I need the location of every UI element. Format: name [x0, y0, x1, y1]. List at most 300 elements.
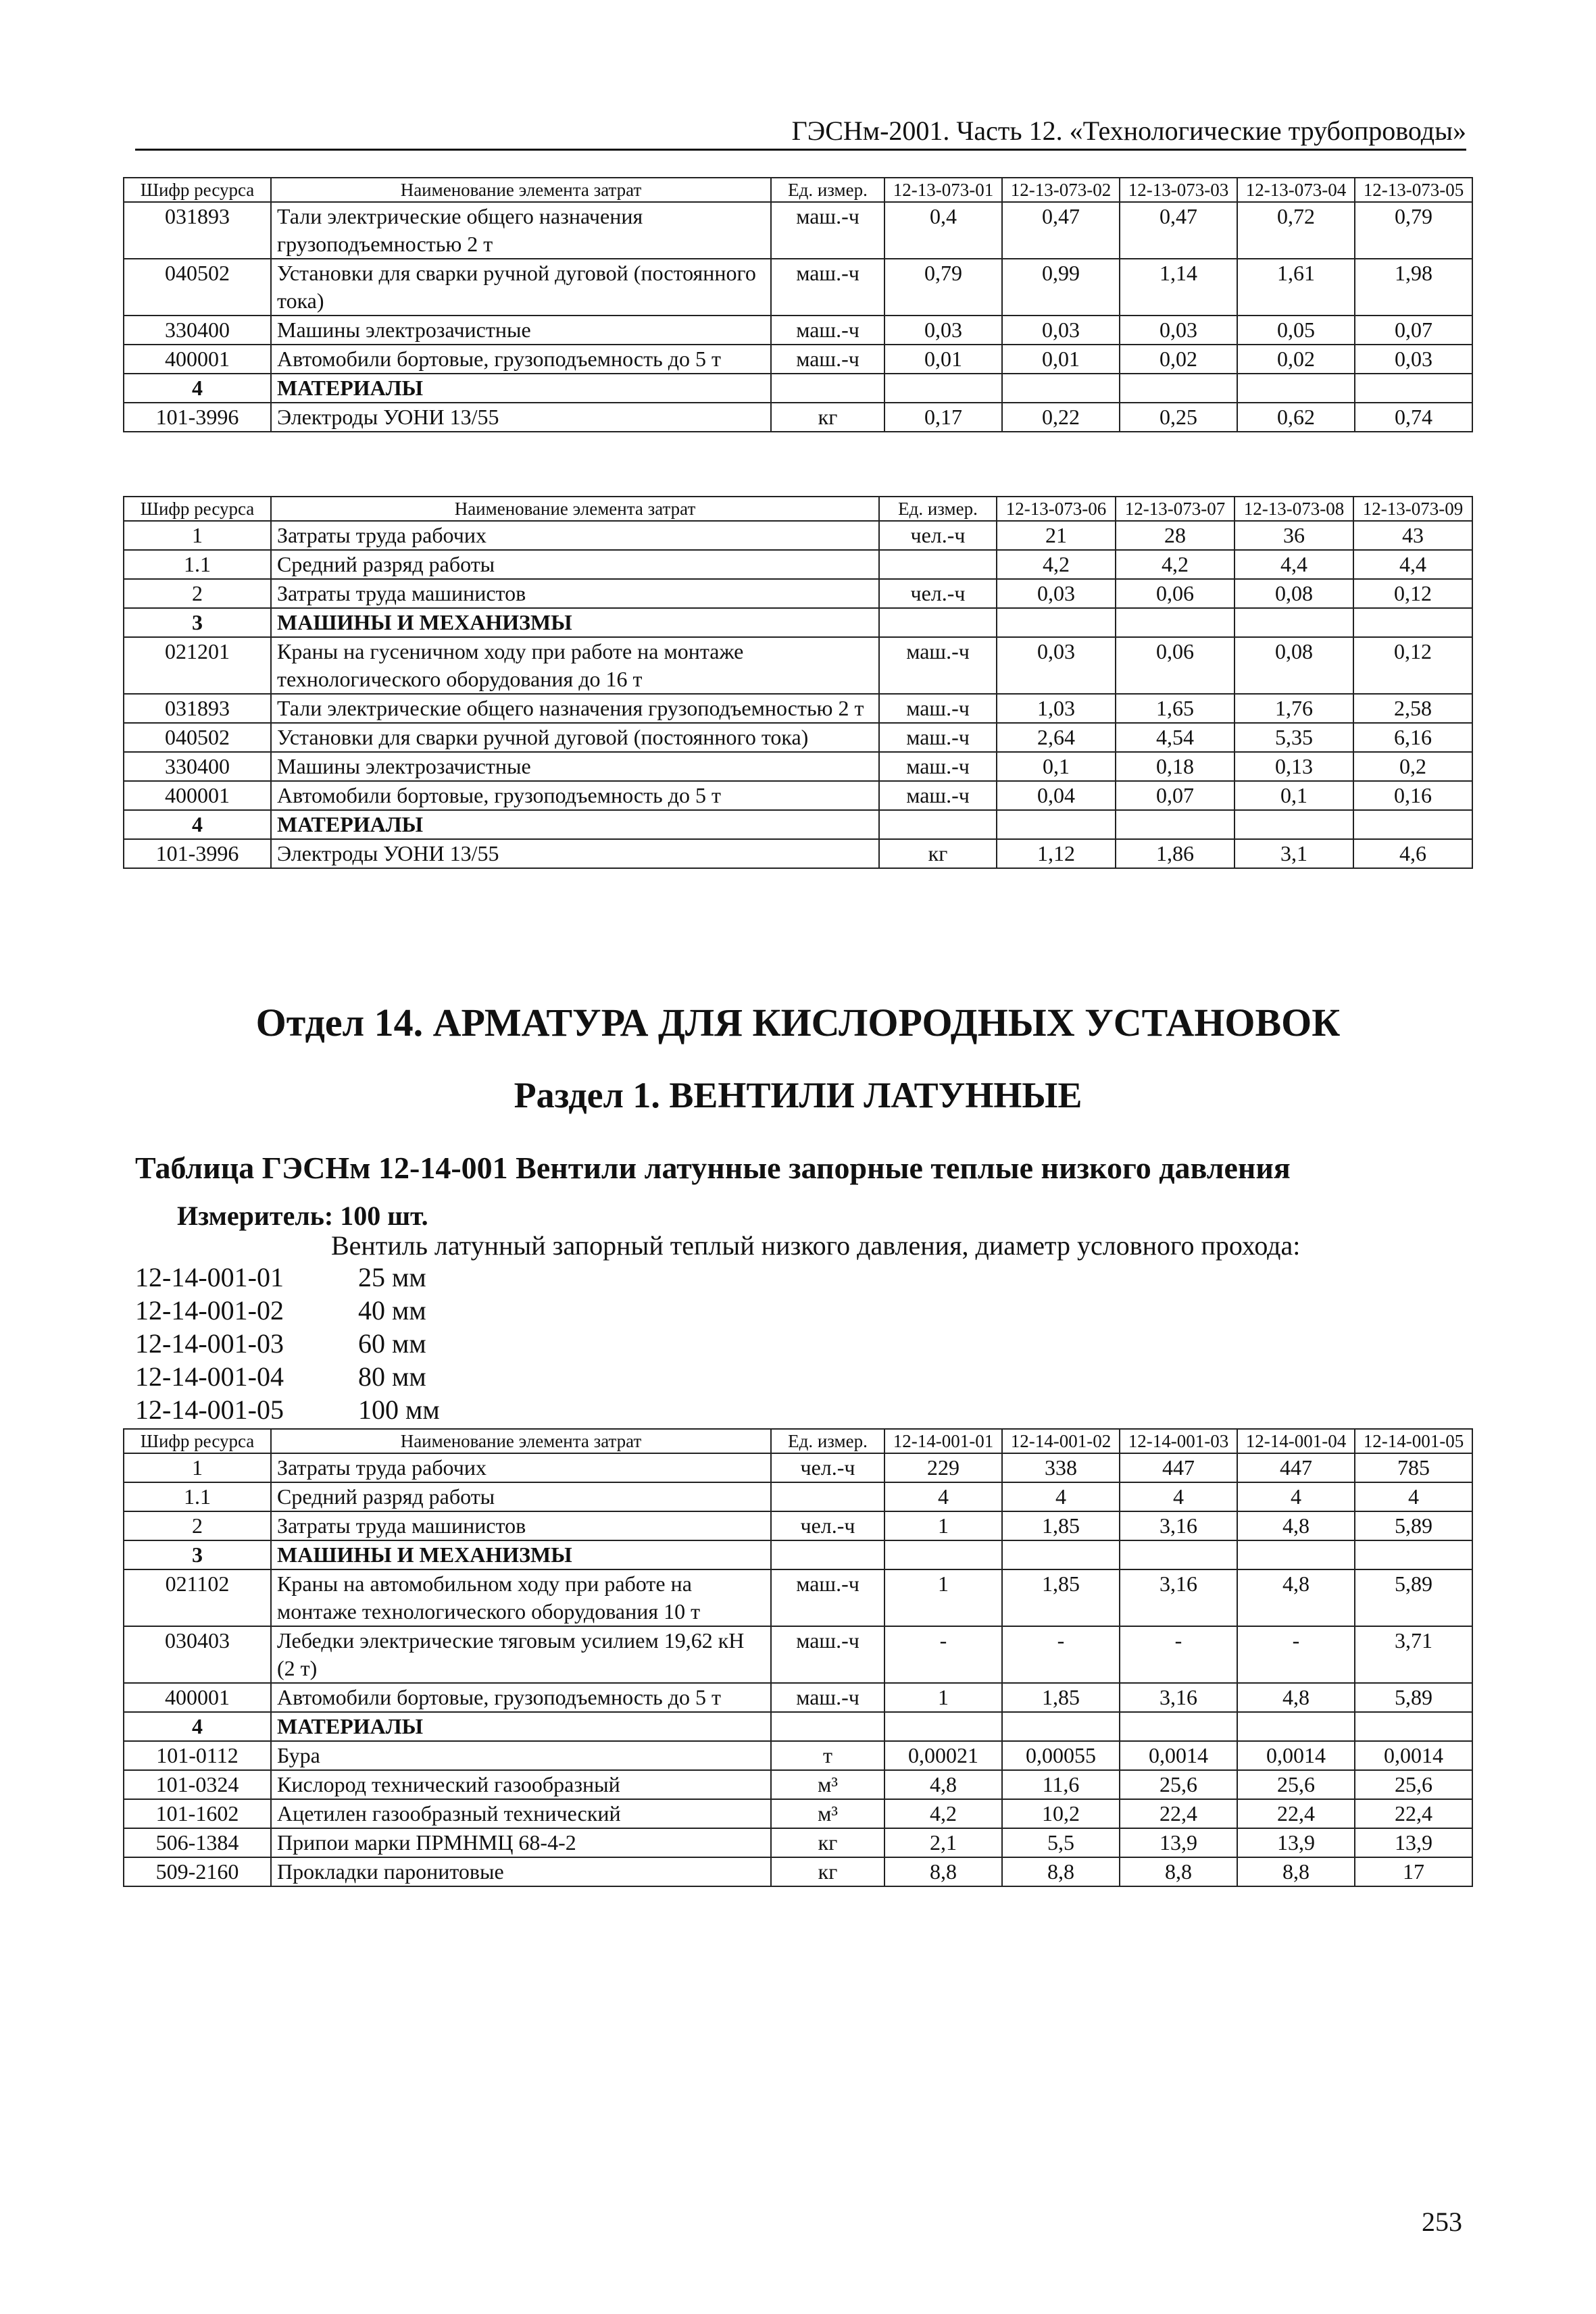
cell-code: 330400	[124, 316, 271, 345]
cell-unit: маш.-ч	[879, 637, 997, 694]
table-row	[124, 608, 1472, 637]
cell-name: МАШИНЫ И МЕХАНИЗМЫ	[271, 608, 879, 637]
cell-value: 25,6	[1355, 1770, 1472, 1799]
cell-name: Краны на автомобильном ходу при работе на монтаже технологического оборудования 10 т	[271, 1569, 771, 1626]
page-number: 253	[1422, 2207, 1462, 2237]
cell-value: 0,0014	[1237, 1741, 1355, 1770]
table-row	[124, 752, 1472, 781]
cell-name: Лебедки электрические тяговым усилием 19,62 кН (2 т)	[271, 1626, 771, 1683]
cell-unit: маш.-ч	[879, 723, 997, 752]
cell-code: 400001	[124, 1683, 271, 1712]
table-row	[124, 810, 1472, 839]
cell-value	[1355, 1540, 1472, 1569]
cell-value	[997, 810, 1116, 839]
cell-value: 0,0014	[1355, 1741, 1472, 1770]
cell-code: 101-0112	[124, 1741, 271, 1770]
cell-value: 4	[1237, 1482, 1355, 1511]
cell-value: 8,8	[1002, 1857, 1120, 1886]
cell-code: 506-1384	[124, 1828, 271, 1857]
table-row	[124, 694, 1472, 723]
header-unit: Ед. измер.	[879, 497, 997, 521]
cell-value: 3,1	[1235, 839, 1353, 868]
cell-value: 0,07	[1116, 781, 1235, 810]
cell-value: 3,71	[1355, 1626, 1472, 1683]
variant-diameter: 40 мм	[358, 1295, 426, 1326]
cell-unit: чел.-ч	[771, 1453, 884, 1482]
cell-unit	[771, 1540, 884, 1569]
cell-value: 25,6	[1237, 1770, 1355, 1799]
cell-value: 0,03	[997, 579, 1116, 608]
cell-value: 22,4	[1120, 1799, 1237, 1828]
header-name: Наименование элемента затрат	[271, 178, 771, 202]
cell-value: 22,4	[1237, 1799, 1355, 1828]
cell-value: 0,47	[1002, 202, 1120, 259]
cell-code: 040502	[124, 259, 271, 316]
cell-value: 0,1	[1235, 781, 1353, 810]
table-row	[124, 1770, 1472, 1799]
cell-value: 5,89	[1355, 1569, 1472, 1626]
cell-value: 5,5	[1002, 1828, 1120, 1857]
header-row	[124, 497, 1472, 521]
header-column-code: 12-13-073-07	[1116, 497, 1235, 521]
cell-unit: маш.-ч	[771, 316, 884, 345]
cell-unit: кг	[879, 839, 997, 868]
cell-value: 1,85	[1002, 1511, 1120, 1540]
cell-value: 1,86	[1116, 839, 1235, 868]
cell-value: 4,8	[1237, 1511, 1355, 1540]
header-code: Шифр ресурса	[124, 178, 271, 202]
cell-value: 1,03	[997, 694, 1116, 723]
header-unit: Ед. измер.	[771, 178, 884, 202]
cell-value	[1355, 374, 1472, 403]
page-header: ГЭСНм-2001. Часть 12. «Технологические трубопроводы»	[791, 116, 1466, 146]
cell-value: 1,76	[1235, 694, 1353, 723]
cell-unit: кг	[771, 1857, 884, 1886]
variant-list	[135, 1261, 440, 1426]
cell-value: 21	[997, 521, 1116, 550]
cell-unit: чел.-ч	[771, 1511, 884, 1540]
variant-item	[135, 1294, 440, 1327]
header-code: Шифр ресурса	[124, 497, 271, 521]
cell-value	[997, 608, 1116, 637]
cell-value	[1353, 608, 1472, 637]
cell-value: 0,12	[1353, 637, 1472, 694]
table-row	[124, 781, 1472, 810]
cell-value: 447	[1120, 1453, 1237, 1482]
header-column-code: 12-13-073-06	[997, 497, 1116, 521]
cell-unit	[879, 550, 997, 579]
variant-diameter: 80 мм	[358, 1361, 426, 1392]
table-row	[124, 202, 1472, 259]
variant-item	[135, 1360, 440, 1393]
cell-value: 13,9	[1237, 1828, 1355, 1857]
cell-value: 785	[1355, 1453, 1472, 1482]
header-column-code: 12-13-073-05	[1355, 178, 1472, 202]
cell-code: 400001	[124, 781, 271, 810]
cell-unit	[771, 374, 884, 403]
cell-unit: кг	[771, 403, 884, 432]
cell-value: 1,98	[1355, 259, 1472, 316]
cell-value: 0,62	[1237, 403, 1355, 432]
cell-value: 0,00021	[884, 1741, 1002, 1770]
cell-value: 4,8	[1237, 1683, 1355, 1712]
cell-unit: кг	[771, 1828, 884, 1857]
cell-value	[1235, 608, 1353, 637]
cell-value: 4	[1355, 1482, 1472, 1511]
header-column-code: 12-14-001-01	[884, 1429, 1002, 1453]
cell-code: 101-0324	[124, 1770, 271, 1799]
table-row	[124, 1626, 1472, 1683]
cell-value	[1002, 374, 1120, 403]
cell-name: Машины электрозачистные	[271, 752, 879, 781]
cell-value: 3,16	[1120, 1683, 1237, 1712]
table-row	[124, 1511, 1472, 1540]
cell-value: 0,79	[884, 259, 1002, 316]
cell-code: 4	[124, 374, 271, 403]
cell-name: МАТЕРИАЛЫ	[271, 374, 771, 403]
cell-value	[1237, 1712, 1355, 1741]
table-row	[124, 1683, 1472, 1712]
variant-code: 12-14-001-05	[135, 1394, 284, 1425]
cell-value: 4,2	[997, 550, 1116, 579]
table-row	[124, 579, 1472, 608]
resource-table-middle	[123, 496, 1473, 869]
table-title: Таблица ГЭСНм 12-14-001 Вентили латунные запорные теплые низкого давления	[135, 1151, 1291, 1185]
resource-table-bottom	[123, 1428, 1473, 1887]
cell-name: Установки для сварки ручной дуговой (постоянного тока)	[271, 259, 771, 316]
variant-diameter: 25 мм	[358, 1262, 426, 1292]
cell-unit: маш.-ч	[771, 345, 884, 374]
cell-value: 5,89	[1355, 1511, 1472, 1540]
table-row	[124, 316, 1472, 345]
cell-code: 330400	[124, 752, 271, 781]
cell-value: 0,03	[1002, 316, 1120, 345]
cell-value: 3,16	[1120, 1569, 1237, 1626]
cell-value: -	[1237, 1626, 1355, 1683]
table-row	[124, 521, 1472, 550]
cell-unit	[771, 1482, 884, 1511]
cell-value: -	[1120, 1626, 1237, 1683]
cell-value	[1002, 1540, 1120, 1569]
cell-unit: т	[771, 1741, 884, 1770]
cell-value: -	[884, 1626, 1002, 1683]
cell-value: 22,4	[1355, 1799, 1472, 1828]
table-row	[124, 1453, 1472, 1482]
cell-value: 0,05	[1237, 316, 1355, 345]
cell-code: 509-2160	[124, 1857, 271, 1886]
header-column-code: 12-13-073-01	[884, 178, 1002, 202]
table-row	[124, 1569, 1472, 1626]
variant-code: 12-14-001-01	[135, 1262, 284, 1292]
cell-value: 17	[1355, 1857, 1472, 1886]
cell-unit: м³	[771, 1799, 884, 1828]
cell-name: Затраты труда машинистов	[271, 1511, 771, 1540]
cell-value: 28	[1116, 521, 1235, 550]
cell-name: Автомобили бортовые, грузоподъемность до 5 т	[271, 781, 879, 810]
cell-value: 338	[1002, 1453, 1120, 1482]
cell-name: Тали электрические общего назначения грузоподъемностью 2 т	[271, 694, 879, 723]
cell-value: 0,99	[1002, 259, 1120, 316]
cell-name: Затраты труда рабочих	[271, 1453, 771, 1482]
cell-value: 8,8	[1237, 1857, 1355, 1886]
table-row	[124, 259, 1472, 316]
cell-unit: маш.-ч	[879, 752, 997, 781]
cell-value: 0,4	[884, 202, 1002, 259]
otdel-title: Отдел 14. АРМАТУРА ДЛЯ КИСЛОРОДНЫХ УСТАНОВОК	[255, 1001, 1341, 1045]
cell-value: 5,35	[1235, 723, 1353, 752]
cell-value: 0,1	[997, 752, 1116, 781]
table-row	[124, 1741, 1472, 1770]
cell-unit: маш.-ч	[879, 781, 997, 810]
cell-value: 2,58	[1353, 694, 1472, 723]
cell-value: 2,64	[997, 723, 1116, 752]
header-name: Наименование элемента затрат	[271, 1429, 771, 1453]
header-column-code: 12-13-073-08	[1235, 497, 1353, 521]
cell-value: 0,79	[1355, 202, 1472, 259]
cell-value: 1,61	[1237, 259, 1355, 316]
cell-value: 0,12	[1353, 579, 1472, 608]
cell-code: 021102	[124, 1569, 271, 1626]
cell-unit: маш.-ч	[771, 1626, 884, 1683]
cell-value: 0,03	[884, 316, 1002, 345]
cell-name: МАТЕРИАЛЫ	[271, 1712, 771, 1741]
header-row	[124, 1429, 1472, 1453]
header-column-code: 12-13-073-03	[1120, 178, 1237, 202]
cell-value: 1	[884, 1569, 1002, 1626]
variant-code: 12-14-001-04	[135, 1361, 284, 1392]
cell-value: 1	[884, 1683, 1002, 1712]
cell-value: 0,06	[1116, 579, 1235, 608]
cell-code: 040502	[124, 723, 271, 752]
cell-name: Бура	[271, 1741, 771, 1770]
cell-value	[1120, 1712, 1237, 1741]
cell-unit: чел.-ч	[879, 521, 997, 550]
cell-unit	[879, 608, 997, 637]
header-column-code: 12-13-073-02	[1002, 178, 1120, 202]
cell-name: Прокладки паронитовые	[271, 1857, 771, 1886]
header-column-code: 12-14-001-02	[1002, 1429, 1120, 1453]
cell-name: Тали электрические общего назначения грузоподъемностью 2 т	[271, 202, 771, 259]
cell-value: 0,16	[1353, 781, 1472, 810]
cell-value: 0,03	[1120, 316, 1237, 345]
variant-diameter: 60 мм	[358, 1328, 426, 1359]
cell-value: 0,47	[1120, 202, 1237, 259]
description: Вентиль латунный запорный теплый низкого давления, диаметр условного прохода:	[331, 1230, 1301, 1261]
cell-value: 0,02	[1120, 345, 1237, 374]
cell-name: Ацетилен газообразный технический	[271, 1799, 771, 1828]
cell-value: 4,2	[884, 1799, 1002, 1828]
cell-value: 8,8	[884, 1857, 1002, 1886]
cell-value: 1,65	[1116, 694, 1235, 723]
meter-value: 100 шт.	[340, 1201, 428, 1231]
cell-value: 0,06	[1116, 637, 1235, 694]
header-column-code: 12-13-073-09	[1353, 497, 1472, 521]
cell-name: Кислород технический газообразный	[271, 1770, 771, 1799]
header-unit: Ед. измер.	[771, 1429, 884, 1453]
cell-value: 1,85	[1002, 1569, 1120, 1626]
table-row	[124, 1799, 1472, 1828]
cell-code: 1.1	[124, 550, 271, 579]
cell-value: 1,12	[997, 839, 1116, 868]
cell-value: 4	[1002, 1482, 1120, 1511]
header-row	[124, 178, 1472, 202]
cell-value: 0,2	[1353, 752, 1472, 781]
cell-value: 4,2	[1116, 550, 1235, 579]
cell-value: 229	[884, 1453, 1002, 1482]
table-row	[124, 403, 1472, 432]
cell-unit	[771, 1712, 884, 1741]
cell-code: 2	[124, 579, 271, 608]
cell-value: 4,4	[1353, 550, 1472, 579]
table-row	[124, 1828, 1472, 1857]
cell-name: Припои марки ПРМНМЦ 68-4-2	[271, 1828, 771, 1857]
cell-code: 031893	[124, 202, 271, 259]
cell-value: 5,89	[1355, 1683, 1472, 1712]
cell-value: 4,8	[884, 1770, 1002, 1799]
cell-value: 1,14	[1120, 259, 1237, 316]
cell-value	[1235, 810, 1353, 839]
table-row	[124, 839, 1472, 868]
cell-value: 0,25	[1120, 403, 1237, 432]
cell-value	[1355, 1712, 1472, 1741]
cell-value: 11,6	[1002, 1770, 1120, 1799]
cell-value	[1120, 1540, 1237, 1569]
cell-code: 400001	[124, 345, 271, 374]
meter-label: Измеритель:	[177, 1201, 334, 1231]
cell-unit: маш.-ч	[771, 1569, 884, 1626]
cell-value: 13,9	[1120, 1828, 1237, 1857]
cell-value: 0,18	[1116, 752, 1235, 781]
cell-name: Краны на гусеничном ходу при работе на монтаже технологического оборудования до 16 т	[271, 637, 879, 694]
variant-code: 12-14-001-02	[135, 1295, 284, 1326]
cell-code: 021201	[124, 637, 271, 694]
meter-line	[177, 1200, 428, 1232]
cell-value: 36	[1235, 521, 1353, 550]
table-row	[124, 1712, 1472, 1741]
cell-name: Затраты труда машинистов	[271, 579, 879, 608]
cell-value	[1237, 374, 1355, 403]
cell-value	[1237, 1540, 1355, 1569]
cell-value	[884, 1540, 1002, 1569]
header-column-code: 12-14-001-04	[1237, 1429, 1355, 1453]
cell-unit: маш.-ч	[771, 259, 884, 316]
cell-code: 030403	[124, 1626, 271, 1683]
cell-name: Автомобили бортовые, грузоподъемность до 5 т	[271, 1683, 771, 1712]
cell-value: 0,22	[1002, 403, 1120, 432]
cell-value: 4	[1120, 1482, 1237, 1511]
cell-value: 2,1	[884, 1828, 1002, 1857]
cell-name: Машины электрозачистные	[271, 316, 771, 345]
cell-code: 1.1	[124, 1482, 271, 1511]
cell-value: 0,08	[1235, 579, 1353, 608]
header-name: Наименование элемента затрат	[271, 497, 879, 521]
cell-unit: маш.-ч	[771, 1683, 884, 1712]
cell-value	[1002, 1712, 1120, 1741]
cell-value: 1,85	[1002, 1683, 1120, 1712]
cell-value: 0,03	[997, 637, 1116, 694]
cell-value: 0,72	[1237, 202, 1355, 259]
cell-value: 4,54	[1116, 723, 1235, 752]
variant-item	[135, 1393, 440, 1426]
cell-value	[884, 374, 1002, 403]
cell-name: МАШИНЫ И МЕХАНИЗМЫ	[271, 1540, 771, 1569]
cell-unit	[879, 810, 997, 839]
cell-unit: маш.-ч	[879, 694, 997, 723]
cell-value: 0,02	[1237, 345, 1355, 374]
cell-value: 4	[884, 1482, 1002, 1511]
cell-value	[1353, 810, 1472, 839]
cell-unit: чел.-ч	[879, 579, 997, 608]
table-row	[124, 550, 1472, 579]
cell-name: Установки для сварки ручной дуговой (постоянного тока)	[271, 723, 879, 752]
cell-value: 0,01	[1002, 345, 1120, 374]
cell-unit: маш.-ч	[771, 202, 884, 259]
cell-value: 0,03	[1355, 345, 1472, 374]
razdel-title: Раздел 1. ВЕНТИЛИ ЛАТУННЫЕ	[514, 1075, 1082, 1115]
cell-code: 101-3996	[124, 403, 271, 432]
cell-value: 0,00055	[1002, 1741, 1120, 1770]
cell-value: 0,17	[884, 403, 1002, 432]
table-row	[124, 637, 1472, 694]
header-rule	[135, 149, 1466, 151]
cell-code: 031893	[124, 694, 271, 723]
cell-value: 43	[1353, 521, 1472, 550]
cell-name: Средний разряд работы	[271, 1482, 771, 1511]
cell-value: 3,16	[1120, 1511, 1237, 1540]
cell-code: 1	[124, 521, 271, 550]
cell-value: 8,8	[1120, 1857, 1237, 1886]
table-row	[124, 345, 1472, 374]
cell-name: Затраты труда рабочих	[271, 521, 879, 550]
cell-value: 0,74	[1355, 403, 1472, 432]
resource-table-top	[123, 177, 1473, 432]
table-row	[124, 1857, 1472, 1886]
cell-code: 4	[124, 1712, 271, 1741]
cell-value: 0,0014	[1120, 1741, 1237, 1770]
cell-value: 0,04	[997, 781, 1116, 810]
cell-name: Электроды УОНИ 13/55	[271, 839, 879, 868]
cell-value	[1116, 608, 1235, 637]
cell-value: 4,8	[1237, 1569, 1355, 1626]
cell-name: МАТЕРИАЛЫ	[271, 810, 879, 839]
header-code: Шифр ресурса	[124, 1429, 271, 1453]
cell-value	[884, 1712, 1002, 1741]
cell-name: Средний разряд работы	[271, 550, 879, 579]
header-column-code: 12-14-001-05	[1355, 1429, 1472, 1453]
cell-value: 6,16	[1353, 723, 1472, 752]
cell-value: 1	[884, 1511, 1002, 1540]
cell-code: 101-3996	[124, 839, 271, 868]
variant-item	[135, 1327, 440, 1360]
cell-name: Электроды УОНИ 13/55	[271, 403, 771, 432]
cell-value: 25,6	[1120, 1770, 1237, 1799]
variant-item	[135, 1261, 440, 1294]
cell-code: 2	[124, 1511, 271, 1540]
variant-code: 12-14-001-03	[135, 1328, 284, 1359]
cell-code: 101-1602	[124, 1799, 271, 1828]
cell-value: 0,13	[1235, 752, 1353, 781]
cell-value: 0,07	[1355, 316, 1472, 345]
cell-value: 4,4	[1235, 550, 1353, 579]
cell-value: 10,2	[1002, 1799, 1120, 1828]
header-column-code: 12-13-073-04	[1237, 178, 1355, 202]
cell-value: 4,6	[1353, 839, 1472, 868]
cell-code: 1	[124, 1453, 271, 1482]
cell-name: Автомобили бортовые, грузоподъемность до 5 т	[271, 345, 771, 374]
cell-value: 447	[1237, 1453, 1355, 1482]
cell-value: 0,01	[884, 345, 1002, 374]
cell-value	[1120, 374, 1237, 403]
